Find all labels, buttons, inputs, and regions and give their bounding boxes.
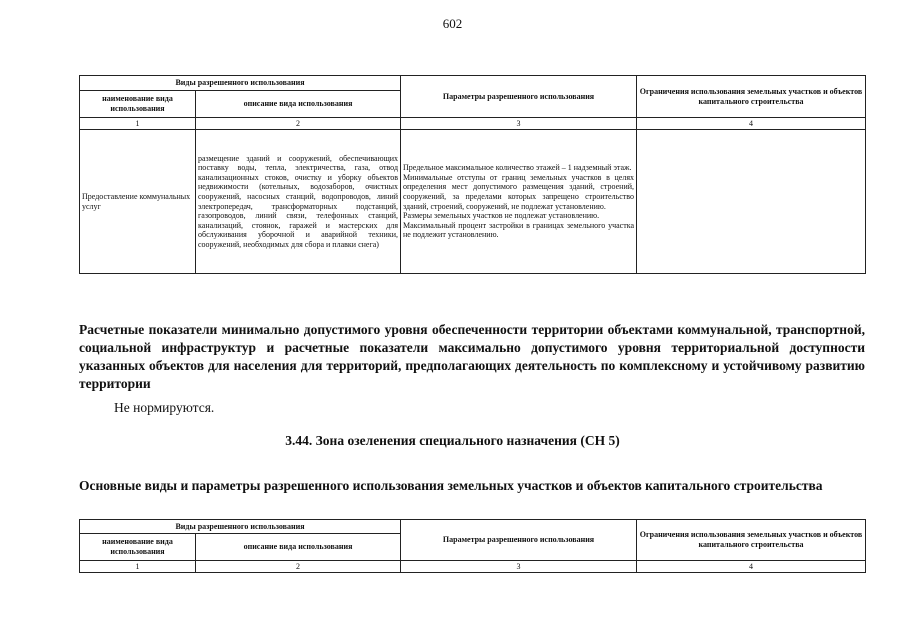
column-number: 2	[196, 118, 401, 130]
header-limits: Ограничения использования земельных участков и объектов капитального строительства	[637, 76, 866, 118]
header-name: наименование вида использования	[80, 534, 196, 561]
param-line: Размеры земельных участков не подлежат установлению.	[403, 211, 600, 221]
main-types-paragraph: Основные виды и параметры разрешенного использования земельных участков и объектов капитального строительства	[79, 478, 823, 493]
param-line: Максимальный процент застройки в границах земельного участка не подлежит установлению.	[403, 220, 635, 240]
header-limits: Ограничения использования земельных участков и объектов капитального строительства	[637, 520, 866, 561]
column-number: 3	[401, 118, 637, 130]
permitted-use-table-2	[79, 519, 866, 573]
column-number: 1	[80, 561, 196, 573]
not-regulated-text: Не нормируются.	[114, 400, 215, 415]
indicators-paragraph: Расчетные показатели минимально допустимого уровня обеспеченности территории объектами коммунальной, транспортной, социальной инфраструктур и расчетные показатели максимально допустимого уровня территориальной доступности указанных объектов для населения для территорий, предполагающих деятельность по комплексному и устойчивому развитию территории	[79, 322, 865, 391]
header-params: Параметры разрешенного использования	[401, 520, 637, 561]
header-name: наименование вида использования	[80, 91, 196, 118]
permitted-use-table	[79, 75, 866, 274]
column-number: 2	[196, 561, 401, 573]
header-description: описание вида использования	[196, 91, 401, 118]
column-number: 1	[80, 118, 196, 130]
header-group: Виды разрешенного использования	[80, 520, 401, 534]
page-number: 602	[442, 16, 463, 31]
use-name-cell: Предоставление коммунальных услуг	[80, 130, 196, 274]
column-number: 4	[637, 118, 866, 130]
param-line: Предельное максимальное количество этажей – 1 надземный этаж.	[403, 163, 632, 173]
header-group: Виды разрешенного использования	[80, 76, 401, 91]
section-heading: 3.44. Зона озеленения специального назначения (СН 5)	[285, 433, 620, 448]
use-params-cell	[401, 130, 637, 274]
header-description: описание вида использования	[196, 534, 401, 561]
column-number: 4	[637, 561, 866, 573]
use-description-cell: размещение зданий и сооружений, обеспечивающих поставку воды, тепла, электричества, газа, отвод канализационных стоков, очистку и уборку объектов недвижимости (котельных, водозаборов, очистных сооружений, насосных станций, водопроводов, линий электропередач, трансформаторных подстанций, газопроводов, линий связи, телефонных станций, канализаций, стоянок, гаражей и мастерских для обслуживания уборочной и аварийной техники, сооружений, необходимых для сбора и плавки снега)	[196, 130, 401, 274]
header-params: Параметры разрешенного использования	[401, 76, 637, 118]
column-number: 3	[401, 561, 637, 573]
use-limits-cell	[637, 130, 866, 274]
param-line: Минимальные отступы от границ земельных участков в целях определения мест допустимого размещения зданий, строений, сооружений, за пределами которых запрещено строительство зданий, строений, сооружений, не подлежат установлению.	[403, 172, 635, 211]
